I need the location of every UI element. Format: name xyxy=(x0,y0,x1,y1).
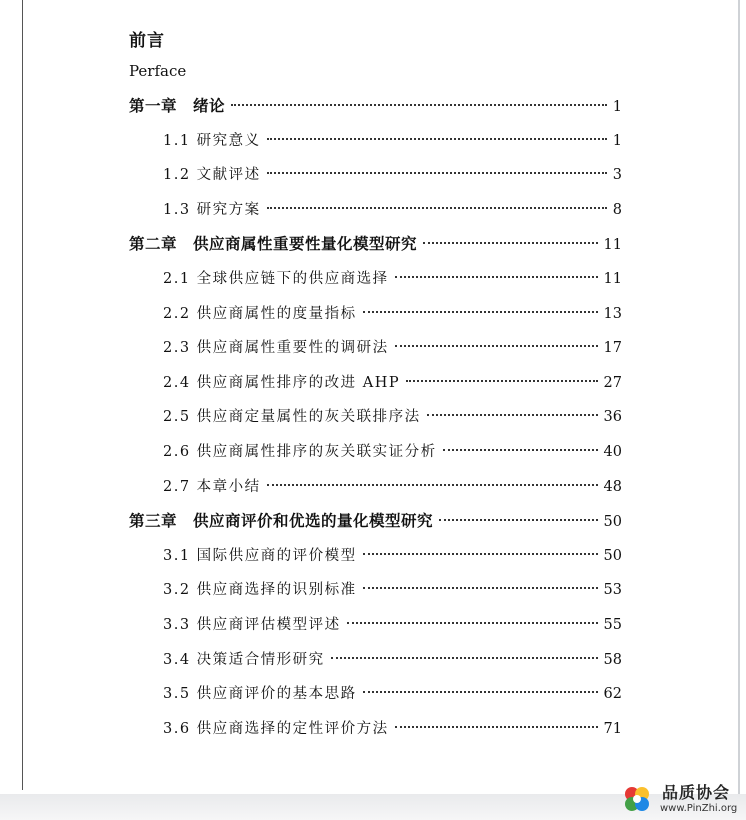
toc-dot-leader xyxy=(406,380,597,382)
toc-entry-title: 3.4 决策适合情形研究 xyxy=(163,651,325,668)
toc-section-entry[interactable] xyxy=(0,371,622,395)
page-subtitle: Perface xyxy=(129,62,187,80)
toc-section-entry[interactable] xyxy=(0,613,622,637)
toc-entry-title: 3.3 供应商评估模型评述 xyxy=(163,617,341,633)
toc-entry-title: 2.2 供应商属性的度量指标 xyxy=(163,305,357,322)
toc-page-number: 62 xyxy=(603,686,622,703)
toc-dot-leader xyxy=(267,207,607,209)
toc-dot-leader xyxy=(267,172,607,174)
toc-page-number: 8 xyxy=(612,201,622,218)
toc-dot-leader xyxy=(439,519,598,521)
toc-page-number: 36 xyxy=(603,409,622,426)
toc-dot-leader xyxy=(427,414,598,416)
toc-page-number: 40 xyxy=(603,444,622,460)
toc-chapter-entry[interactable] xyxy=(0,94,622,118)
toc-dot-leader xyxy=(267,138,607,140)
toc-page-number: 58 xyxy=(603,651,622,668)
toc-section-entry[interactable] xyxy=(0,405,622,429)
toc-entry-title: 2.7 本章小结 xyxy=(163,478,261,495)
toc-section-entry[interactable] xyxy=(0,198,622,222)
toc-page-number: 17 xyxy=(603,340,622,357)
toc-page-number: 1 xyxy=(612,99,622,115)
toc-page-number: 1 xyxy=(612,132,622,149)
toc-section-entry[interactable] xyxy=(0,544,622,568)
toc-section-entry[interactable] xyxy=(0,682,622,706)
toc-dot-leader xyxy=(347,622,598,624)
toc-entry-title: 2.5 供应商定量属性的灰关联排序法 xyxy=(163,409,421,426)
toc-page-number: 11 xyxy=(603,271,622,287)
toc-chapter-entry[interactable] xyxy=(0,509,622,533)
flower-logo-icon xyxy=(620,782,654,816)
page-right-border xyxy=(738,0,740,794)
toc-entry-title: 2.4 供应商属性排序的改进 AHP xyxy=(163,374,401,391)
toc-page-number: 55 xyxy=(603,617,622,633)
toc-section-entry[interactable] xyxy=(0,267,622,291)
toc-entry-title: 3.1 国际供应商的评价模型 xyxy=(163,547,357,564)
toc-page-number: 13 xyxy=(603,305,622,322)
toc-dot-leader xyxy=(423,242,598,244)
toc-entry-title: 第二章 供应商属性重要性量化模型研究 xyxy=(129,234,418,254)
page-title: 前言 xyxy=(129,31,165,51)
toc-page-number: 50 xyxy=(603,514,622,531)
toc-entry-title: 3.6 供应商选择的定性评价方法 xyxy=(163,720,389,737)
toc-section-entry[interactable] xyxy=(0,717,622,741)
toc-entry-title: 3.5 供应商评价的基本思路 xyxy=(163,686,357,703)
toc-page-number: 71 xyxy=(603,720,622,737)
toc-section-entry[interactable] xyxy=(0,163,622,187)
toc-page-number: 3 xyxy=(612,167,622,184)
toc-entry-title: 2.6 供应商属性排序的灰关联实证分析 xyxy=(163,444,437,460)
toc-page-number: 50 xyxy=(603,547,622,564)
toc-dot-leader xyxy=(395,276,598,278)
toc-section-entry[interactable] xyxy=(0,648,622,672)
toc-entry-title: 1.3 研究方案 xyxy=(163,201,261,218)
watermark xyxy=(620,776,746,820)
toc-page-number: 27 xyxy=(603,374,622,391)
toc-chapter-entry[interactable] xyxy=(0,232,622,256)
toc-section-entry[interactable] xyxy=(0,336,622,360)
toc-dot-leader xyxy=(363,553,598,555)
toc-section-entry[interactable] xyxy=(0,475,622,499)
toc-entry-title: 2.3 供应商属性重要性的调研法 xyxy=(163,340,389,357)
toc-entry-title: 第一章 绪论 xyxy=(129,96,226,115)
toc-dot-leader xyxy=(395,726,598,728)
toc-page-number: 11 xyxy=(603,237,622,254)
toc-page-number: 48 xyxy=(603,478,622,495)
toc-dot-leader xyxy=(363,691,598,693)
toc-dot-leader xyxy=(395,345,598,347)
toc-entry-title: 1.2 文献评述 xyxy=(163,167,261,184)
toc-section-entry[interactable] xyxy=(0,440,622,464)
toc-page-number: 53 xyxy=(603,582,622,599)
toc-entry-title: 第三章 供应商评价和优选的量化模型研究 xyxy=(129,511,434,531)
watermark-url: www.PinZhi.org xyxy=(660,803,738,814)
toc-entry-title: 3.2 供应商选择的识别标准 xyxy=(163,582,357,599)
toc-dot-leader xyxy=(443,449,598,451)
toc-section-entry[interactable] xyxy=(0,129,622,153)
toc-dot-leader xyxy=(363,311,598,313)
toc-dot-leader xyxy=(363,587,598,589)
watermark-name: 品质协会 xyxy=(662,783,731,802)
toc-section-entry[interactable] xyxy=(0,302,622,326)
toc-section-entry[interactable] xyxy=(0,578,622,602)
toc-dot-leader xyxy=(331,657,598,659)
toc-entry-title: 2.1 全球供应链下的供应商选择 xyxy=(163,271,389,287)
toc-entry-title: 1.1 研究意义 xyxy=(163,132,261,149)
toc-dot-leader xyxy=(231,104,607,106)
toc-dot-leader xyxy=(267,484,598,486)
